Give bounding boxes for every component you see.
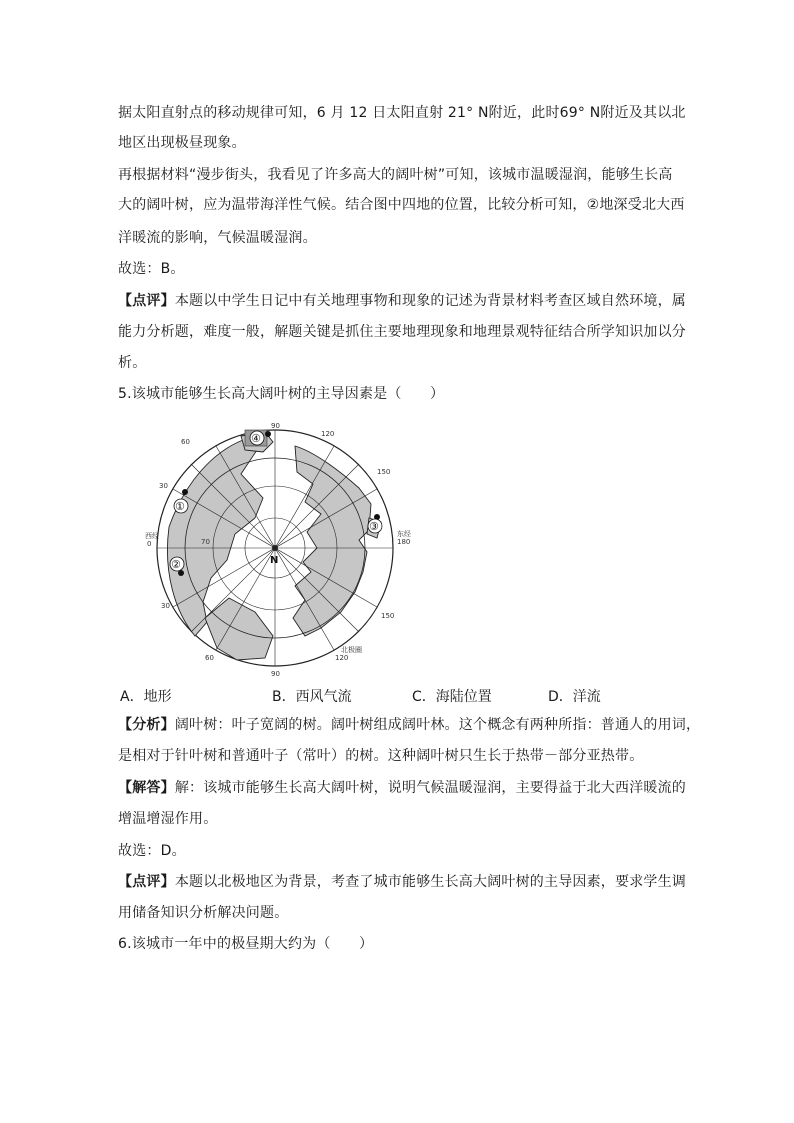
paragraph-line (118, 292, 686, 310)
svg-text:②: ② (171, 558, 181, 571)
lon-label: 180 (397, 538, 411, 546)
comment-text: 本题以中学生日记中有关地理事物和现象的记述为背景材料考查区域自然环境，属 (174, 293, 687, 309)
answer-text: 解：该城市能够生长高大阔叶树，说明气候温暖湿润，主要得益于北大西洋暖流的 (174, 780, 687, 796)
lon-label: 90 (271, 670, 280, 678)
paragraph-line (118, 716, 700, 734)
lon-label: 150 (381, 612, 395, 620)
paragraph-line (118, 873, 686, 891)
paragraph-line: 析。 (118, 355, 147, 371)
lon-label: 90 (271, 422, 280, 430)
lat-label: 70 (201, 538, 210, 546)
svg-text:①: ① (175, 500, 185, 513)
comment-text: 本题以北极地区为背景，考查了城市能够生长高大阔叶树的主导因素，要求学生调 (174, 874, 687, 890)
option-c: C．海陆位置 (412, 689, 492, 705)
arctic-circle-label: 北极圈 (341, 646, 362, 654)
lon-label: 30 (159, 482, 168, 490)
paragraph-line: 再根据材料“漫步街头，我看见了许多高大的阔叶树”可知，该城市温暖湿润，能够生长高 (118, 167, 673, 183)
paragraph-line: 地区出现极昼现象。 (118, 135, 246, 151)
answer-tag: 【解答】 (118, 780, 175, 796)
comment-tag: 【点评】 (118, 293, 175, 309)
north-pole-dot (272, 545, 278, 551)
paragraph-line: 故选：B。 (118, 261, 185, 277)
analysis-text: 阔叶树：叶子宽阔的树。阔叶树组成阔叶林。这个概念有两种所指：普通人的用词， (174, 717, 701, 733)
analysis-tag: 【分析】 (118, 717, 175, 733)
option-d: D．洋流 (548, 689, 601, 705)
lon-label: 0 (147, 540, 152, 548)
lon-label: 150 (377, 468, 391, 476)
question-5: 5.该城市能够生长高大阔叶树的主导因素是（ ） (118, 386, 445, 402)
option-a: A．地形 (120, 689, 172, 705)
paragraph-line: 据太阳直射点的移动规律可知，6 月 12 日太阳直射 21° N附近，此时69° N附近及其以北 (118, 105, 686, 121)
arctic-map (145, 422, 415, 678)
paragraph-line: 增温增湿作用。 (118, 811, 218, 827)
option-b: B．西风气流 (272, 689, 352, 705)
side-label-east: 东经 (397, 530, 411, 538)
svg-text:④: ④ (251, 432, 261, 445)
paragraph-line: 大的阔叶树，应为温带海洋性气候。结合图中四地的位置，比较分析可知，②地深受北大西 (118, 197, 685, 213)
paragraph-line: 洋暖流的影响，气候温暖湿润。 (118, 230, 317, 246)
paragraph-line: 是相对于针叶树和普通叶子（常叶）的树。这种阔叶树只生长于热带－部分亚热带。 (118, 748, 644, 764)
paragraph-line: 用储备知识分析解决问题。 (118, 905, 289, 921)
comment-tag: 【点评】 (118, 874, 175, 890)
svg-text:③: ③ (369, 520, 379, 533)
paragraph-line: 能力分析题，难度一般，解题关键是抓住主要地理现象和地理景观特征结合所学知识加以分 (118, 324, 686, 340)
lon-label: 120 (321, 430, 335, 438)
question-6: 6.该城市一年中的极昼期大约为（ ） (118, 936, 374, 952)
paragraph-line: 故选：D。 (118, 843, 186, 859)
north-pole-label: N (270, 555, 279, 566)
marker-4 (245, 430, 271, 446)
lon-label: 60 (181, 438, 190, 446)
lon-label: 120 (335, 654, 349, 662)
paragraph-line (118, 779, 686, 797)
side-label-west: 西经 (145, 532, 159, 540)
lon-label: 60 (205, 654, 214, 662)
lon-label: 30 (161, 602, 170, 610)
